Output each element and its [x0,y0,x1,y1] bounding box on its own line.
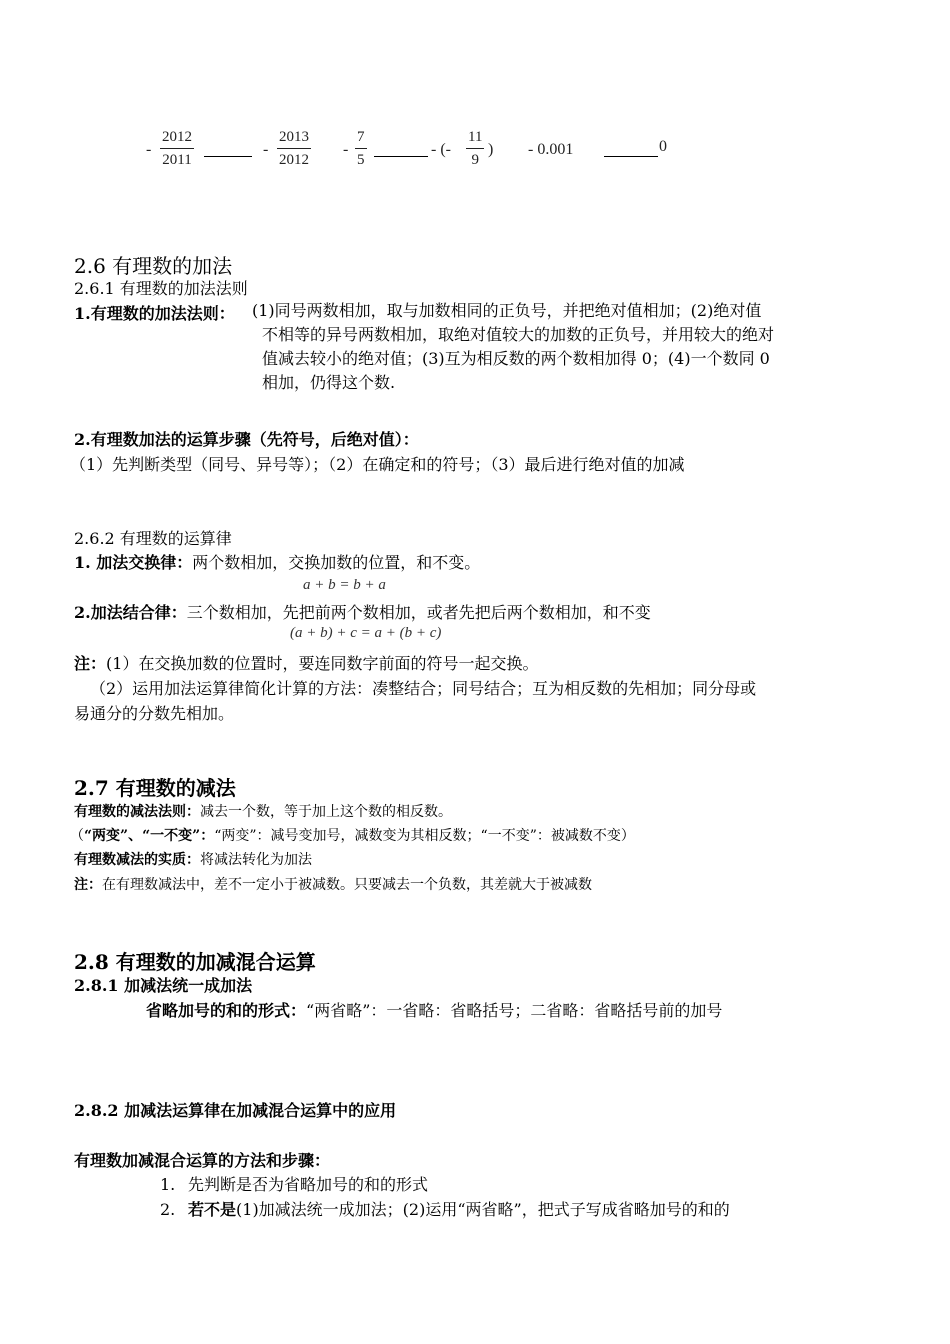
minus-sign: - [343,141,349,158]
negative-paren-open: - (- [431,141,451,158]
paren-close: ) [488,141,494,158]
mixed-operation-method-label: 有理数加减混合运算的方法和步骤： [74,1151,331,1170]
addition-steps-label: 2.有理数加法的运算步骤（先符号，后绝对值）： [74,430,419,449]
omit-plus-label: 省略加号的和的形式： [146,1001,307,1020]
associative-law-label: 2.加法结合律： [74,603,187,622]
associative-law-text: 三个数相加，先把前两个数相加，或者先把后两个数相加，和不变 [186,603,651,622]
commutative-law-label: 1. 加法交换律： [74,553,193,572]
fraction-11-9 [466,129,484,169]
step-1-text: 先判断是否为省略加号的和的形式 [188,1175,429,1194]
answer-blank[interactable] [374,156,428,157]
subtraction-rule [74,801,452,821]
rule-line: 相加，仍得这个数. [262,373,396,392]
subsection-title-2-6-1: 2.6.1 有理数的加法法则 [74,279,248,298]
subtraction-rule-text: 减去一个数，等于加上这个数的相反数。 [200,804,452,820]
zero-value: 0 [659,138,667,155]
denominator: 2012 [279,152,309,168]
subtraction-essence-text: 将减法转化为加法 [200,852,312,868]
note-2-line-2: 易通分的分数先相加。 [74,704,235,723]
addition-rule-label: 1.有理数的加法法则： [74,304,235,323]
answer-blank[interactable] [204,156,252,157]
subtraction-note [74,874,592,894]
numerator: 2012 [160,129,194,149]
fraction-2012-2011 [160,129,194,169]
fraction-7-5 [355,129,367,169]
section-title-2-7: 2.7 有理数的减法 [74,776,236,800]
commutative-law-text: 两个数相加，交换加数的位置，和不变。 [192,553,481,572]
subsection-title-2-6-2: 2.6.2 有理数的运算律 [74,529,232,548]
two-changes-text: “两变”：减号变加号，减数变为其相反数；“一不变”：被减数不变） [214,828,635,844]
associative-law [74,600,651,623]
associative-formula: (a + b) + c = a + (b + c) [290,625,442,641]
note-1 [74,651,538,674]
rule-line: (1)同号两数相加，取与加数相同的正负号，并把绝对值相加；(2)绝对值 [252,301,762,320]
note-2-line-1: （2）运用加法运算律简化计算的方法：凑整结合；同号结合；互为相反数的先相加；同分母或 [90,679,757,698]
answer-blank[interactable] [604,156,658,157]
paren-open: （ [70,828,84,844]
subsection-title-2-8-1: 2.8.1 加减法统一成加法 [74,976,253,995]
step-2-label: 若不是 [188,1200,237,1219]
two-changes-label: “两变”、“一不变”： [84,828,215,844]
denominator: 2011 [162,152,192,168]
note-label: 注： [74,877,102,893]
numerator: 11 [466,129,484,149]
commutative-law [74,550,480,573]
section-title-2-8: 2.8 有理数的加减混合运算 [74,950,316,974]
denominator: 5 [357,152,365,168]
subtraction-essence [74,849,312,869]
rule-line: 不相等的异号两数相加，取绝对值较大的加数的正负号，并用较大的绝对 [262,325,775,344]
decimal-value: - 0.001 [528,141,574,158]
commutative-formula: a + b = b + a [303,577,386,593]
minus-sign: - [146,141,152,158]
numerator: 2013 [277,129,311,149]
subtraction-note-text: 在有理数减法中，差不一定小于被减数。只要减去一个负数，其差就大于被减数 [102,877,592,893]
two-changes-one-constant [70,825,635,845]
omit-plus-text: “两省略”：一省略：省略括号；二省略：省略括号前的加号 [306,1001,723,1020]
fraction-2013-2012 [277,129,311,169]
minus-sign: - [263,141,269,158]
addition-rule-text [252,299,872,395]
omit-plus-form [146,998,722,1021]
subtraction-rule-label: 有理数的减法法则： [74,804,200,820]
addition-steps-text: （1）先判断类型（同号、异号等）；（2）在确定和的符号；（3）最后进行绝对值的加减 [70,455,685,474]
section-title-2-6: 2.6 有理数的加法 [74,254,233,278]
rule-line: 值减去较小的绝对值；(3)互为相反数的两个数相加得 0；(4)一个数同 0 [262,349,770,368]
step-2-text: (1)加减法统一成加法；(2)运用“两省略”，把式子写成省略加号的和的 [236,1200,730,1219]
step-number: 2. [160,1200,176,1219]
step-1 [160,1172,428,1195]
denominator: 9 [471,152,479,168]
step-number: 1. [160,1175,176,1194]
subtraction-essence-label: 有理数减法的实质： [74,852,200,868]
step-2 [160,1197,730,1220]
note-label: 注： [74,654,107,673]
subsection-title-2-8-2: 2.8.2 加减法运算律在加减混合运算中的应用 [74,1101,397,1120]
note-1-text: (1）在交换加数的位置时，要连同数字前面的符号一起交换。 [106,654,539,673]
numerator: 7 [355,129,367,149]
